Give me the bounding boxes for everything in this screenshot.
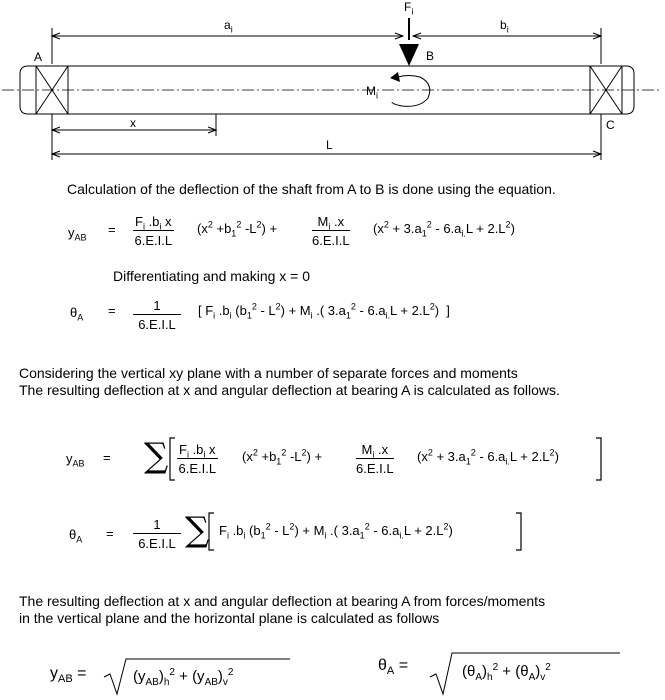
resulting-text-2: in the vertical plane and the horizontal plane is calculated as follows — [19, 610, 440, 626]
resulting-text-1: The resulting deflection at x and angular deflection at bearing A from forces/moments — [19, 593, 546, 609]
final-theta-radicand: $(\theta_A)_h^2 + (\theta_A)_v^2$ — [462, 662, 551, 683]
differentiating-text: Differentiating and making x = 0 — [113, 268, 311, 284]
label-a: A — [34, 50, 43, 64]
sum-eq1-term-2: $(x^2 + 3.a_1^2 - 6.a_{i.}L + 2.L^2)$ — [417, 447, 559, 467]
dim-x-label: x — [130, 116, 136, 130]
sum-eq2-fraction: $\frac{1}{6.E.I.L}$ — [133, 517, 181, 551]
dim-b-label: $b_i$ — [500, 18, 509, 35]
sum-eq1-fraction-2: $\frac{M_i .x}{6.E.I.L}$ — [356, 442, 394, 476]
final-theta-lhs: $\theta_A$ = — [378, 657, 409, 678]
sum-eq2-body: $F_i$ $.b_i$ $(b_1^2 - L^2) + M_i$ .( $3.a_1^2 - 6.a_{i.}L + 2.L^2$) — [219, 521, 453, 541]
sum-eq1-term-1: ($x^2 +b_1^2$ $-L^2$) + — [242, 447, 323, 467]
eq2-body: [ $F_i$ $.b_i$ $(b_1^2 - L^2) + M_i$ .( $3.a_1^2 - 6.a_{i.}L + 2.L^2$) ] — [198, 301, 450, 321]
final-y-lhs: $y_{AB}$ = — [50, 665, 87, 686]
considering-text-1: Considering the vertical xy plane with a number of separate forces and moments — [19, 365, 518, 381]
sum-symbol-1: ∑ — [144, 436, 169, 476]
dim-a-label: $a_i$ — [224, 18, 233, 35]
eq1-term-1: ($x^2 +b_1^2$ $-L^2$) + — [197, 219, 278, 239]
dim-l-label: L — [326, 138, 333, 152]
considering-text-2: The resulting deflection at x and angular deflection at bearing A is calculated as follows. — [19, 382, 560, 398]
label-c: C — [606, 118, 615, 132]
sum-eq2-lhs: $\theta_A$ — [69, 527, 83, 545]
eq1-fraction-2: $\frac{M_i .x}{6.E.I.L}$ — [312, 214, 350, 248]
sum-eq1-fraction-1: $\frac{F_i .b_i x}{6.E.I.L}$ — [178, 442, 217, 476]
eq1-lhs: $y_{AB}$ — [68, 225, 87, 243]
eq1-term-2: $(x^2 + 3.a_1^2 - 6.a_{i.}L + 2.L^2)$ — [373, 219, 515, 239]
eq2-fraction: $\frac{1}{6.E.I.L}$ — [133, 298, 181, 332]
moment-label: $M_i$ — [366, 84, 378, 101]
eq1-fraction-1: $\frac{F_i .b_i x}{6.E.I.L}$ — [134, 214, 173, 248]
eq2-equals: = — [108, 303, 116, 318]
eq1-equals: = — [108, 222, 116, 237]
sum-eq1-lhs: $y_{AB}$ — [66, 451, 85, 469]
label-b: B — [426, 49, 435, 63]
sum-symbol-2: ∑ — [185, 510, 210, 550]
final-y-radicand: $(y_{AB})_h^2 + (y_{AB})_v^2$ — [133, 667, 234, 688]
sum-eq1-equals: = — [103, 450, 111, 465]
sum-eq2-equals: = — [106, 526, 114, 541]
force-label: $F_i$ — [404, 0, 414, 17]
eq2-lhs: $\theta_A$ — [70, 305, 84, 323]
intro-text: Calculation of the deflection of the shaft from A to B is done using the equation. — [67, 181, 556, 197]
